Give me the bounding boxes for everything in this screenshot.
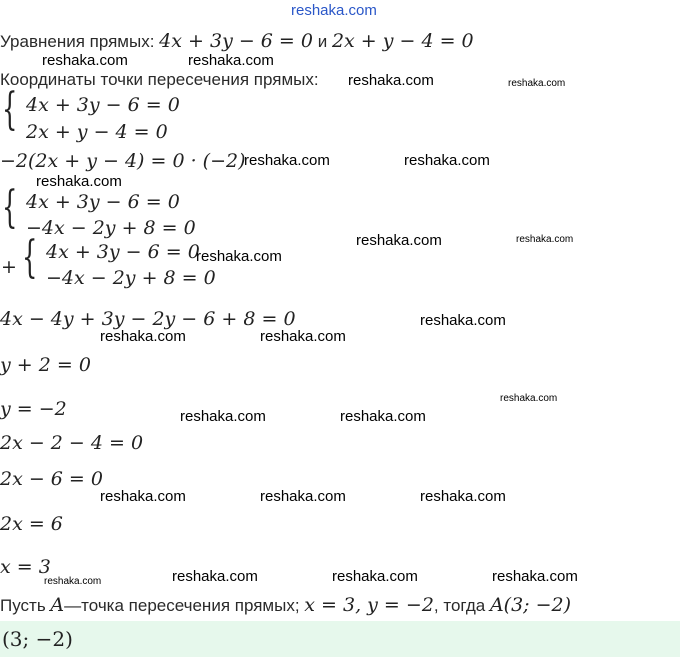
watermark: reshaka.com [196, 248, 282, 265]
system2-eq2: −4x − 2y + 8 = 0 [26, 217, 196, 239]
conclusion-values: x = 3, y = −2 [304, 594, 434, 616]
answer-value: (3; −2) [2, 627, 73, 651]
system2-brace: { [2, 182, 18, 233]
step-1: 4x − 4y + 3y − 2y − 6 + 8 = 0 [0, 308, 296, 330]
watermark: reshaka.com [420, 312, 506, 329]
conclusion-line [0, 594, 571, 616]
watermark: reshaka.com [492, 568, 578, 585]
conclusion-then: , тогда [433, 596, 490, 615]
system2-eq1: 4x + 3y − 6 = 0 [26, 191, 180, 213]
watermark: reshaka.com [180, 408, 266, 425]
system3-eq2: −4x − 2y + 8 = 0 [46, 267, 216, 289]
intro-eq2: 2x + y − 4 = 0 [331, 30, 474, 52]
intro-line [0, 30, 474, 52]
watermark: reshaka.com [244, 152, 330, 169]
step-5: 2x − 6 = 0 [0, 468, 103, 490]
system3-brace: { [22, 232, 38, 283]
watermark: reshaka.com [36, 173, 122, 190]
system3-eq1: 4x + 3y − 6 = 0 [46, 241, 200, 263]
watermark: reshaka.com [420, 488, 506, 505]
watermark: reshaka.com [260, 488, 346, 505]
intro-label: Уравнения прямых: [0, 32, 160, 51]
conclusion-result: A(3; −2) [489, 594, 572, 616]
answer-box [0, 621, 680, 657]
watermark: reshaka.com [356, 232, 442, 249]
watermark: reshaka.com [508, 78, 566, 89]
watermark: reshaka.com [340, 408, 426, 425]
step-3: y = −2 [0, 398, 67, 420]
watermark: reshaka.com [260, 328, 346, 345]
watermark: reshaka.com [172, 568, 258, 585]
watermark: reshaka.com [516, 234, 574, 245]
watermark: reshaka.com [42, 52, 128, 69]
system1-eq2: 2x + y − 4 = 0 [26, 121, 168, 143]
coords-label: Координаты точки пересечения прямых: [0, 70, 319, 89]
watermark-top: reshaka.com [291, 2, 377, 19]
watermark: reshaka.com [100, 328, 186, 345]
watermark: reshaka.com [188, 52, 274, 69]
intro-conj: и [312, 32, 332, 51]
watermark: reshaka.com [404, 152, 490, 169]
watermark: reshaka.com [348, 72, 434, 89]
watermark: reshaka.com [332, 568, 418, 585]
watermark: reshaka.com [44, 576, 102, 587]
watermark: reshaka.com [100, 488, 186, 505]
step-4: 2x − 2 − 4 = 0 [0, 432, 144, 454]
multiply-line: −2(2x + y − 4) = 0 · (−2) [0, 150, 246, 172]
step-6: 2x = 6 [0, 513, 63, 535]
step-7: x = 3 [0, 556, 51, 578]
plus-sign: + [1, 256, 17, 278]
conclusion-mid: —точка пересечения прямых; [64, 596, 305, 615]
system1-brace: { [2, 84, 18, 135]
system1-eq1: 4x + 3y − 6 = 0 [26, 94, 180, 116]
intro-eq1: 4x + 3y − 6 = 0 [159, 30, 313, 52]
watermark: reshaka.com [500, 393, 558, 404]
conclusion-point: A [50, 594, 65, 616]
step-2: y + 2 = 0 [0, 354, 91, 376]
conclusion-label: Пусть [0, 596, 51, 615]
